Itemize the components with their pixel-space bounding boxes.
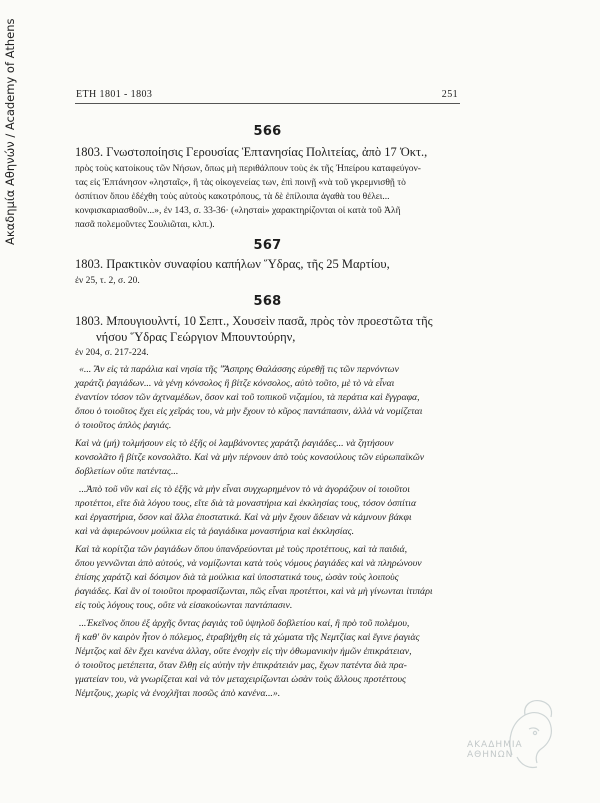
- text-line: ἐν 204, σ. 217-224.: [75, 348, 149, 358]
- quote-line: ἐπίσης χαράτζι καὶ δόσιμον διὰ τὰ μούλκια καὶ ὑποστατικά τους, ὡσὰν τοὺς λοιποὺς: [75, 572, 399, 583]
- page-number: 251: [441, 89, 458, 100]
- quote-line: ἐναντίον τόσον τῶν ἀχτναμέδων, ὅσον καὶ τοῦ τοπικοῦ νιζαμίου, τὰ περάτια καὶ ἔγγραφα,: [75, 392, 420, 403]
- quote-line: κονσολᾶτο ἢ βίτζε κονσολᾶτο. Καὶ νὰ μὴν πέρνουν ἀπὸ τοὺς κονσούλους τῶν εὐρωπαϊκῶν: [75, 452, 425, 463]
- quote-line: γματείαν του, νὰ γνωρίζεται καὶ νὰ τὸν μεταχειρίζωνται ὡσὰν τοὺς ἄλλους προτέττους: [75, 674, 406, 685]
- quote-line: δοβλετίων οὔτε πατέντας...: [75, 466, 179, 477]
- archive-side-label: Ακαδημία Αθηνών / Academy of Athens: [3, 18, 17, 245]
- quote-line: Νέμτζος καὶ δὲν ἔχει κανένα ἀλλαγ, οὔτε ἐνοχὴν εἰς τὴν ὀθωμανικὴν ἡμῶν ἐπικράτειαν,: [75, 646, 412, 657]
- quote-line: εἰς τοὺς λόγους τους, οὔτε νὰ εἰσακούωνται παντάπασιν.: [75, 600, 293, 611]
- quote-line: Νέμτζους, χωρὶς νὰ ἐνοχλῆται ποσῶς ἀπὸ κανένα...».: [75, 688, 281, 699]
- header-title: ΕΤΗ 1801 - 1803: [76, 89, 153, 100]
- text-line: ἐν 25, τ. 2, σ. 20.: [75, 276, 140, 286]
- watermark-text-right: ΑΘΗΝΩΝ: [467, 750, 514, 760]
- entry-number: 567: [253, 238, 282, 253]
- quote-line: ...Ἀπὸ τοῦ νῦν καὶ εἰς τὸ ἑξῆς νὰ μὴν εἶναι συγχωρημένον τὸ νὰ ἀγοράζουν οἱ τοιοῦτοι: [79, 484, 411, 495]
- quote-line: καὶ ἐργαστήρια, ὅσον καὶ ἄλλα ἐποστατικά. Καὶ νὰ μὴν ἔχουν ἄδειαν νὰ κάμνουν βάκφι: [75, 512, 412, 523]
- text-line: πρὸς τοὺς κατοίκους τῶν Νήσων, ὅπως μὴ περιθάλπουν τοὺς ἐκ τῆς Ἠπείρου καταφεύγον-: [75, 164, 421, 174]
- quote-line: ὅπου ὁ τοιοῦτος ἔχει εἰς χεῖράς του, νὰ μὴν ἔχουν τὸ κῦρος παντάπασιν, ἀλλὰ νὰ νομίζεται: [75, 406, 423, 417]
- quote-line: ...Ἐκεῖνος ὅπου ἐξ ἀρχῆς ὄντας ῥαγιὰς τοῦ ὑψηλοῦ δοβλετίου καί, ἢ πρὸ τοῦ πολέμου,: [79, 618, 410, 629]
- quote-line: «... Ἂν εἰς τὰ παράλια καὶ νησία τῆς "Ἄσπρης Θαλάσσης εὑρεθῇ τις τῶν περνόντων: [79, 364, 399, 375]
- quote-line: ὅπου γεννῶνται ἀπὸ αὐτούς, νὰ νομίζωνται κατὰ τοὺς νόμους ῥαγιάδες καὶ νὰ πληρώνουν: [75, 558, 422, 569]
- quote-line: ἢ καθ' ὃν καιρὸν ἦτον ὁ πόλεμος, ἐτραβήχθη εἰς τὰ χώματα τῆς Νεμτζίας καὶ ἔγινε ῥαγιὰς: [75, 632, 420, 643]
- entry-number: 568: [253, 294, 282, 309]
- watermark-text-left: ΑΚΑΔΗΜΙΑ: [467, 740, 523, 750]
- entry-heading: 1803. Μπουγιουλντί, 10 Σεπτ., Χουσεὶν πασᾶ, πρὸς τὸν προεστῶτα τῆς: [75, 314, 433, 328]
- quote-line: ὁ τοιοῦτος ἁπλὸς ῥαγιάς.: [75, 420, 172, 431]
- quote-line: καὶ νὰ ἀφιερώνουν μούλκια εἰς τὰ ῥαγιάδικα μοναστήρια καὶ ἐκκλησίας.: [75, 526, 355, 537]
- entry-number: 566: [253, 124, 282, 139]
- entry-heading: 1803. Γνωστοποίησις Γερουσίας Ἑπτανησίας Πολιτείας, ἀπὸ 17 Ὀκτ.,: [75, 145, 428, 159]
- entry-heading: νήσου Ὕδρας Γεώργιον Μπουντούρην,: [96, 330, 296, 344]
- entry-heading: 1803. Πρακτικὸν συναφίου καπήλων Ὕδρας, τῆς 25 Μαρτίου,: [75, 257, 390, 271]
- quote-line: χαράτζι ῥαγιάδων... νὰ γένῃ κόνσολος ἢ βίτζε κόνσολος, αὐτὸ τοῦτο, μὲ τὸ νὰ εἶναι: [75, 378, 395, 389]
- text-line: ὁσπίτιον ὅπου ἐδέχθη τοὺς αὐτοὺς κακοτρόπους, τὰ δὲ ἐπίλοιπα ἀγαθὰ του θέλει...: [75, 192, 390, 202]
- quote-line: Καὶ νὰ (μή) τολμήσουν εἰς τὸ ἑξῆς οἱ λαμβάνοντες χαράτζι ῥαγιάδες... νὰ ζητήσουν: [75, 438, 394, 449]
- academy-watermark: [467, 695, 587, 785]
- quote-line: ὁ τοιοῦτος μετέπειτα, ὅταν ἔλθῃ εἰς αὐτὴν τὴν ἐπικράτειάν μας, ἔχων πατέντα διὰ πρα-: [75, 660, 407, 671]
- text-line: πασᾶ πολεμοῦντες Σουλιῶται, κλπ.).: [75, 220, 215, 230]
- quote-line: προτέττοι, εἴτε διὰ λόγου τους, εἴτε διὰ τὰ μοναστήρια καὶ ἐκκλησίας τους, τόσον ὀσπίτια: [75, 498, 417, 509]
- quote-line: Καὶ τὰ κορίτζια τῶν ῥαγιάδων ὅπου ὑπανδρεύονται μὲ τοὺς προτέττους, καὶ τὰ παιδιά,: [75, 544, 408, 555]
- text-line: τας εἰς Ἑπτάνησον «λησταῖς», ἢ τὰς οἰκογενείας των, ἐπὶ ποινῇ «νὰ τοῦ γκρεμνισθῇ τὸ: [75, 178, 406, 188]
- text-line: κονφισκαριασθοῦν...», ἐν 143, σ. 33-36· («λησταὶ» χαρακτηρίζονται οἱ κατὰ τοῦ Ἀλῆ: [75, 206, 401, 216]
- quote-line: ῥαγιάδες. Καὶ ἂν οἱ τοιοῦτοι προφασίζωνται, πῶς εἶναι προτέττοι, καὶ νὰ μὴ γίνωνται ἰτιπάρι: [75, 586, 433, 597]
- running-header: [75, 89, 460, 104]
